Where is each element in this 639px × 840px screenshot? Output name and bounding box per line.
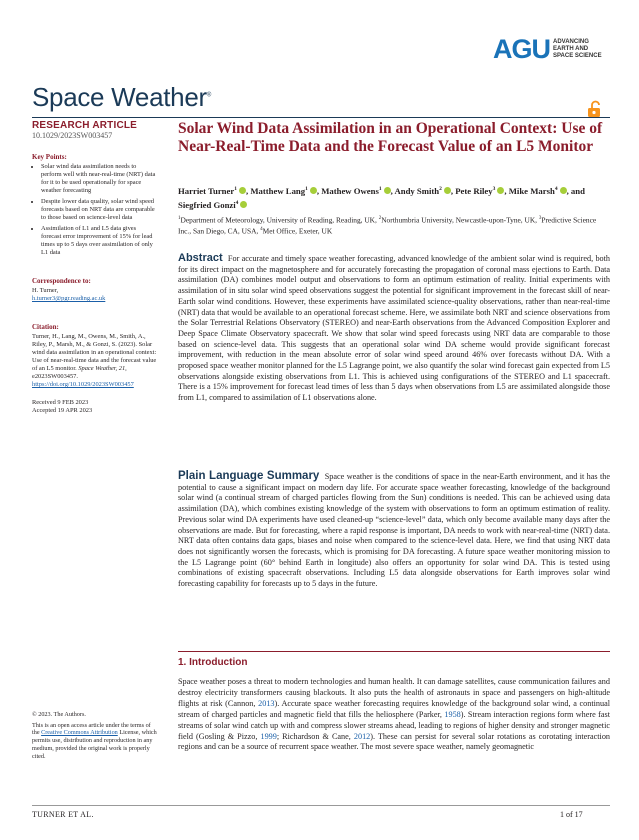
key-points-heading: Key Points: [32,153,67,161]
reference-link[interactable]: 2012 [353,731,371,741]
author-name: Mike Marsh [508,185,555,196]
affiliation: Department of Meteorology, University of Reading, Reading, UK, [180,215,379,225]
agu-logo-mark: AGU [493,34,550,64]
copyright-notice: © 2023. The Authors. This is an open access article under the terms of the Creative Commons Attribution License, which permits use, distribution and reproduction in any medium, provided the original work is properly cited. [32,711,157,760]
author-list: Harriet Turner$^1$ , Matthew Lang$^1$ , Mathew Owens$^1$ , Andy Smith$^2$ , Pete Riley$^3$ , Mike Marsh$^4$ , and Siegfried Gonzi$^4$ [178,185,585,210]
author-affiliation-number: 1 [234,186,237,192]
intro-text-segment: ). Accurate space weather forecasting requires knowledge of the background solar wind, a continual stream of charged particles and magnetic field that fills the heliosphere (Parker, [178,698,610,719]
affiliations [178,214,610,237]
reference-link[interactable]: 1958 [444,709,461,719]
correspondence-email-link[interactable]: h.turner3@pgr.reading.ac.uk [32,295,106,302]
author-name: Mathew Owens [321,185,379,196]
affiliation: Met Office, Exeter, UK [262,226,333,236]
orcid-icon[interactable] [560,187,567,194]
license-link[interactable]: Creative Commons Attribution [41,729,118,737]
affiliation: Northumbria University, Newcastle-upon-Tyne, UK, [381,215,539,225]
orcid-icon[interactable] [444,187,451,194]
correspondence-heading: Correspondence to: [32,277,91,285]
correspondence-name: H. Turner, [32,287,59,294]
intro-text-segment: ). Stream interaction regions form where fast streams of solar wind catch up with and compress slower streams ahead, leading to regions of higher density and stronger magnetic field (Gosling & Pizzo, [178,709,610,741]
introduction-text [178,677,610,753]
key-point: • Assimilation of L1 and L5 data gives forecast error improvement of 15% for lead times up to 5 days over assimilation of only L1 data [41,225,157,257]
abstract [178,253,610,404]
affiliation-number: 1 [178,216,181,221]
pls-heading: Plain Language Summary [178,470,320,482]
intro-text-segment: ; Richardson & Cane, [276,731,354,741]
sidebar [32,122,157,415]
section-rule [178,651,610,652]
citation: Turner, H., Lang, M., Owens, M., Smith, A., Riley, P., Marsh, M., & Gonzi, S. (2023). Solar wind data assimilation in an operational context: Use of near-real-time data and the forecast value of an L5 monitor. Space Weather, 21, e2023SW003457. https://doi.org/10.1029/2023SW003457 [32,333,157,388]
article-type: RESEARCH ARTICLE [32,120,138,131]
footer-author: TURNER ET AL. [32,810,94,819]
page-number: 1 of 17 [560,810,583,819]
orcid-icon[interactable] [497,187,504,194]
orcid-icon[interactable] [239,187,246,194]
agu-logo [493,34,602,65]
affiliation-number: 3 [538,216,542,221]
orcid-icon[interactable] [240,201,247,208]
author-affiliation-number: 4 [554,186,558,192]
author-name: Pete Riley [455,185,493,196]
author-name: Siegfried Gonzi [178,199,236,210]
citation-heading: Citation: [32,323,59,331]
journal-title: Space Weather® [32,82,211,112]
reference-link[interactable]: 1999 [260,731,277,741]
section-heading-introduction: 1. Introduction [178,657,248,668]
pls-text: Space weather is the conditions of space in the near-Earth environment, and it has the potential to cause a significant impact on modern day life. For accurate space weather forecasting, knowledge of the background solar wind (a continual stream of charged particles flowing from the Sun) conditions is needed. This can be achieved using data assimilation (DA), which combines existing knowledge of the system with observations to form an optimum estimation of reality. Previous solar wind DA experiments have used cleaned-up “science-level” data, which only become available many days after the observations are made. But for forecasting, where a rapid response is important, DA needs to work with near-real-time (NRT) data. NRT data often contains data gaps, biases and noise when compared to the science-level data. Here, we find that using NRT data does not significantly worsen the forecasts, which is promising for DA forecasting. A future space weather monitoring mission to the L5 Lagrange point (60° behind Earth in longitude) also offers an opportunity for solar wind DA. This is tested using combinations of existing spacecraft observations. Including L5 data alongside observations for Earth improves solar wind forecasting capability for forecasts up to 5 days in the future. [178,472,610,589]
affiliation-number: 4 [260,227,263,233]
abstract-text: For accurate and timely space weather forecasting, advanced knowledge of the ambient solar wind is required, both for its direct impact on the magnetosphere and for accurately forecasting the propagation of coronal mass ejections to Earth. Data assimilation (DA) combines model output and observations to form an optimum estimation of reality. Initial experiments with assimilation of in situ solar wind speed observations suggest the potential for significant improvement in the forecast skill of near-Earth solar wind conditions. However, these experiments have assimilated science-quality observations, rather than near-real-time (NRT) data that would be available to an operational forecast scheme. Here, we assimilate both NRT and science observations from the Solar Terrestrial Relations Observatory (STEREO) and near-Earth observations from the Advanced Composition Explorer and Deep Space Climate Observatory spacecraft. We show that solar wind speed forecasts using NRT data are comparable to those based on science-level data. This suggests that an operational solar wind DA scheme would provide significant forecast improvement, with reduction in the mean absolute error of solar wind speed around 46% over forecasts without DA. With a proposed space weather monitor planned for the L5 Lagrange point, we also quantify the solar wind forecast gain expected from L5 observations alongside existing observations from L1. This is achieved using configurations of the STEREO and L1 spacecraft. There is a 15% improvement for forecast lead times of less than 5 days when observations from L5 are assimilated alongside those from L1, compared to assimilation of L1 observations alone. [178,254,611,403]
reference-link[interactable]: 2013 [258,698,275,708]
doi: 10.1029/2023SW003457 [32,131,113,140]
author-affiliation-number: 1 [305,186,308,192]
author-name: Harriet Turner [178,185,235,196]
orcid-icon[interactable] [384,187,391,194]
key-point: • Solar wind data assimilation needs to perform well with near-real-time (NRT) data for it to be used operationally for space weather forecasting [41,163,157,195]
received-date: Received 9 FEB 2023 [32,399,89,406]
key-points-list [32,163,157,257]
abstract-heading: Abstract [178,252,223,264]
article-title: Solar Wind Data Assimilation in an Operational Context: Use of Near-Real-Time Data and the Forecast Value of an L5 Monitor [178,120,603,155]
author-name: Matthew Lang [250,185,306,196]
author-affiliation-number: 3 [492,186,496,192]
plain-language-summary [178,471,610,590]
author-affiliation-number: 4 [235,199,239,206]
agu-logo-text: ADVANCING EARTH AND SPACE SCIENCE [553,39,602,59]
affiliation-number: 2 [378,216,382,221]
footer-rule [32,805,610,806]
author-affiliation-number: 1 [378,186,382,192]
header-rule [32,117,610,118]
accepted-date: Accepted 19 APR 2023 [32,407,93,414]
open-access-lock-icon [586,100,604,118]
affiliation: Predictive Science Inc., San Diego, CA, USA, [178,215,597,236]
author-affiliation-number: 2 [439,186,442,192]
citation-doi-link[interactable]: https://doi.org/10.1029/2023SW003457 [32,381,134,388]
author-name: Andy Smith [394,185,440,196]
intro-text-segment: ). These can persist for several solar rotations as corotating interaction regions and can be a source of recurrent space weather. The most severe space weather, namely geomagnetic [178,731,611,752]
intro-text-segment: Space weather poses a threat to modern technologies and human health. It can damage satellites, cause communication failures and destroy electricity transformers causing blackouts. It also puts the health of astronauts in space and passengers on high-altitude flights at risk (Cannon, [178,677,610,708]
orcid-icon[interactable] [310,187,317,194]
key-point: • Despite lower data quality, solar wind speed forecasts based on NRT data are comparable to those based on science-level data [41,198,157,222]
